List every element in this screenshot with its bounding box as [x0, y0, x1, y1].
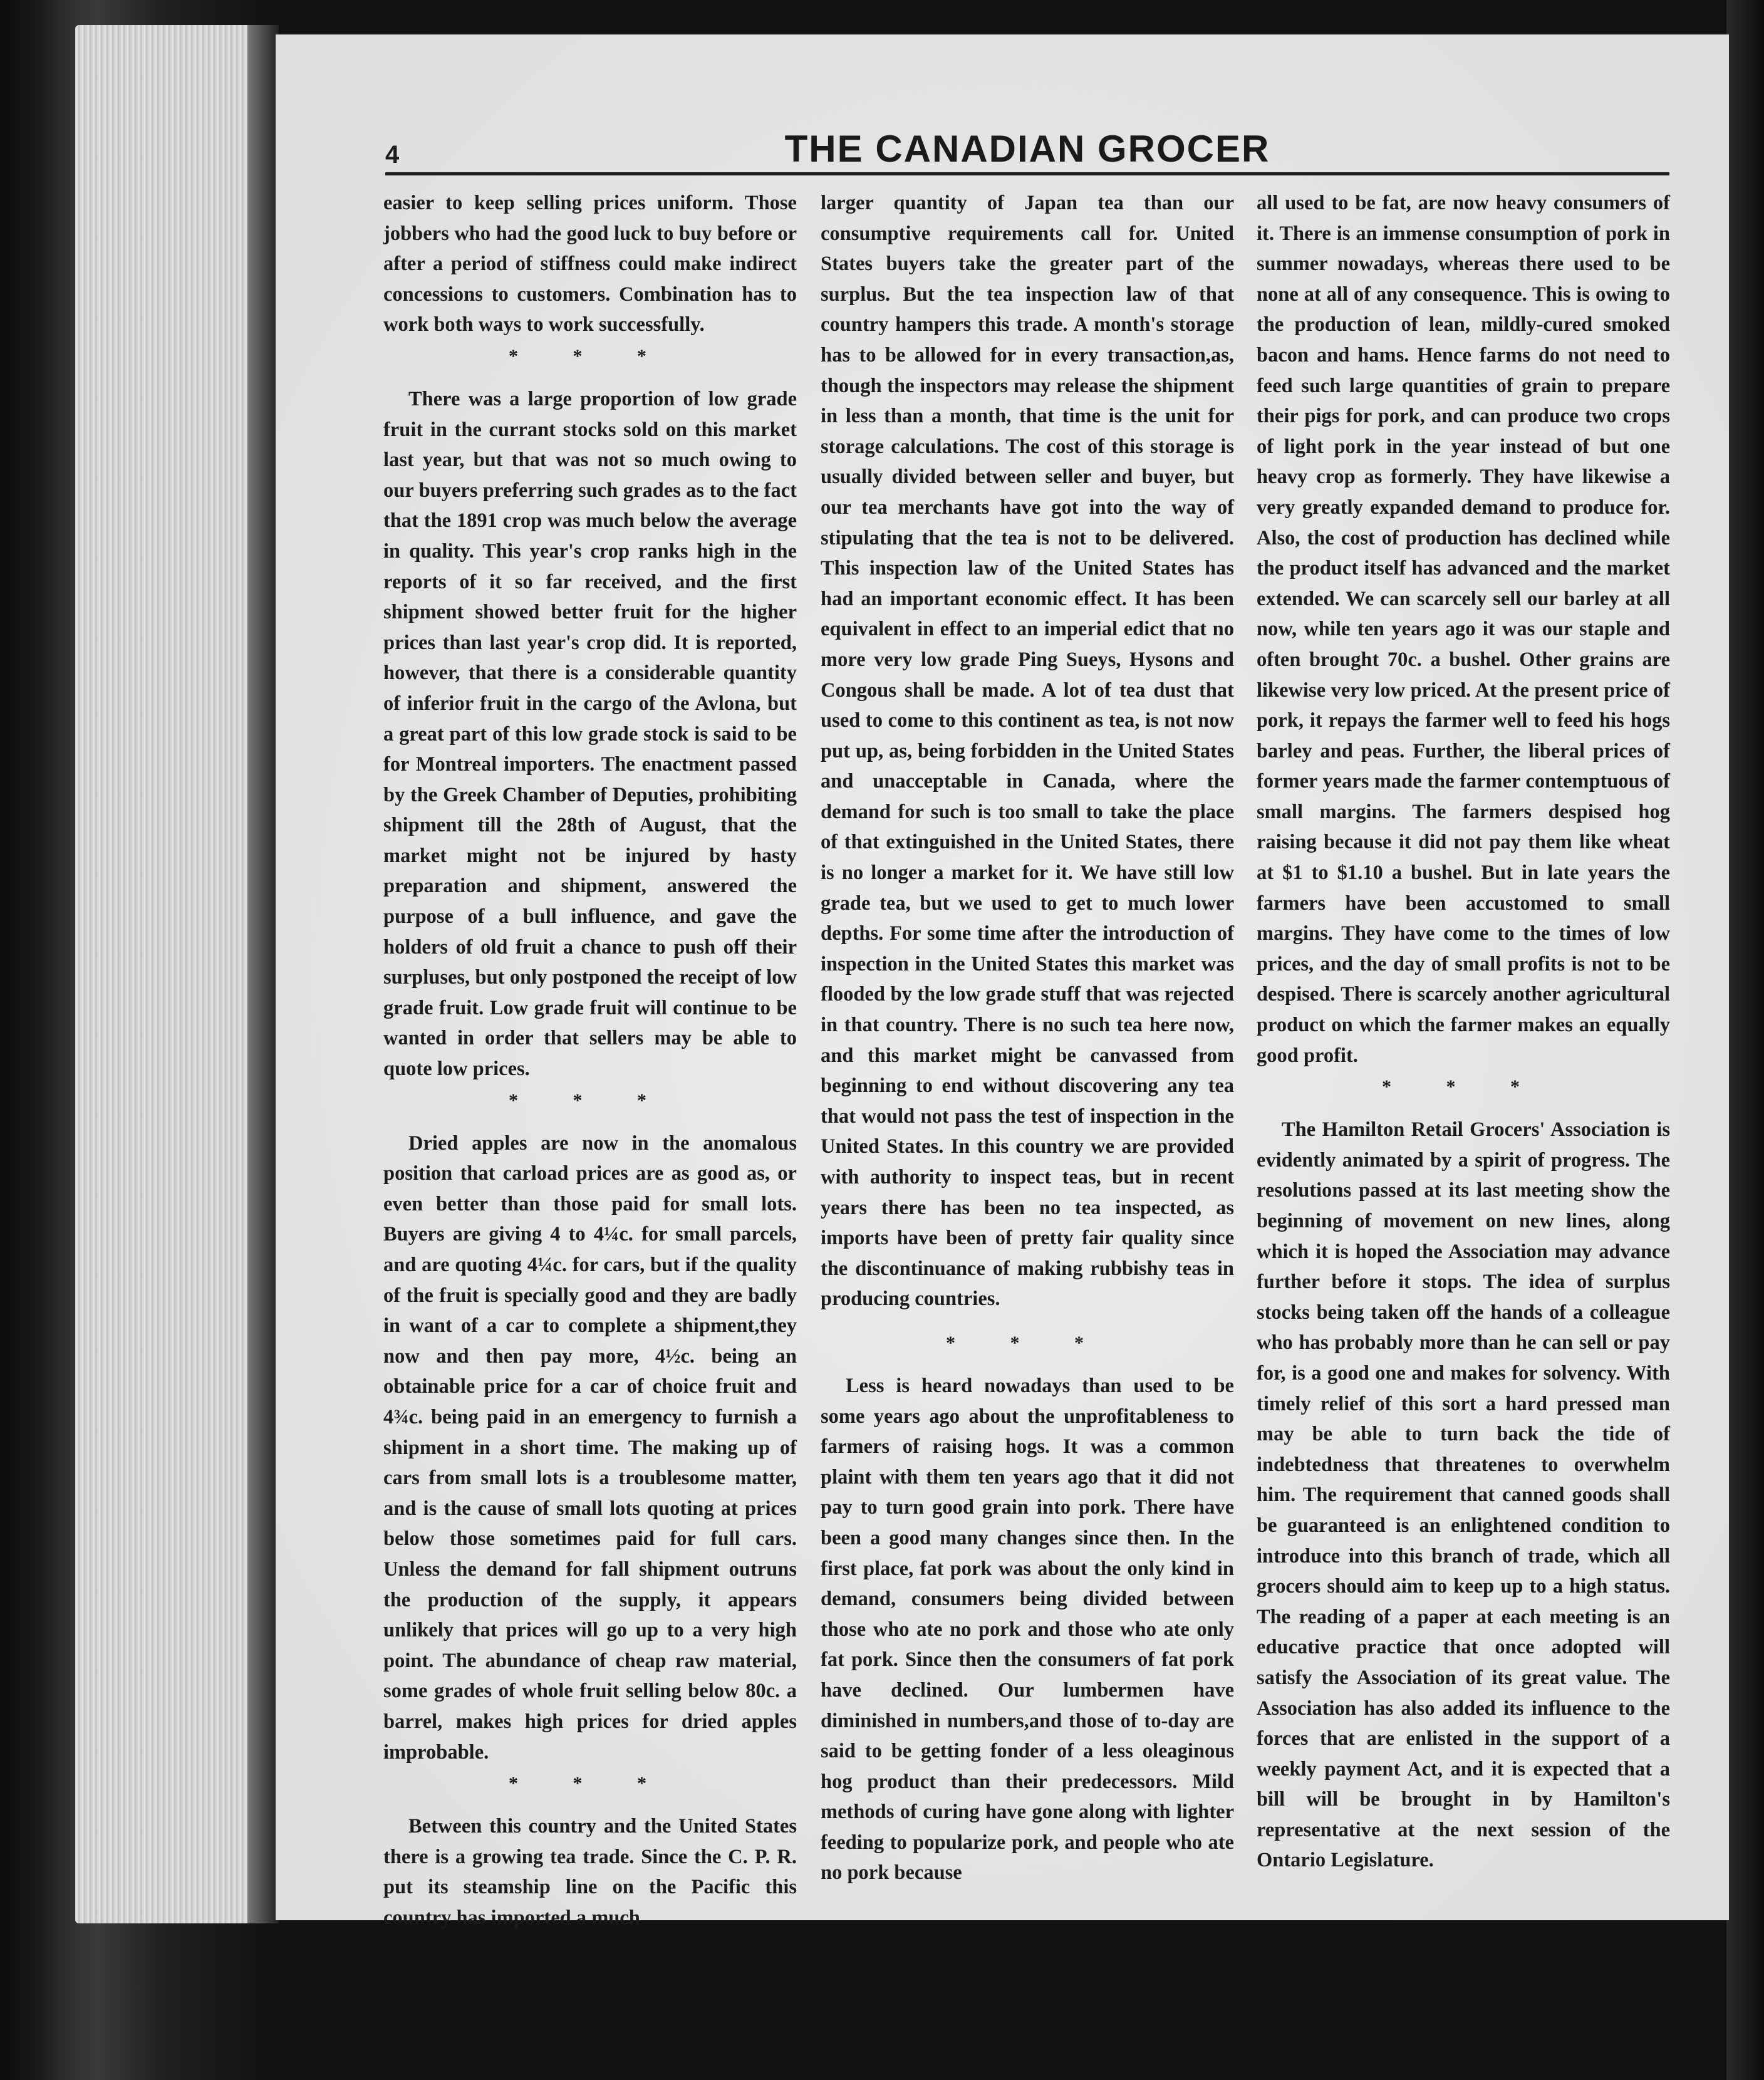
paragraph: Dried apples are now in the anomalous position that carload prices are as good as, or even better than those paid for small lots. Buyers are giving 4 to 4¼c. for small parcels, and are quoting 4¼c. for cars, but if the quality of the fruit is specially good and they are badly in want of a car to complete a shipment,they now and then pay more, 4½c. being an obtainable price for a car of choice fruit and 4¾c. being paid in an emergency to furnish a shipment in a short time. The making up of cars from small lots is a troublesome matter, and is the cause of small lots quoting at prices below those sometimes paid for full cars. Unless the demand for fall shipment outruns the production of the supply, it appears unlikely that prices will go up to a very high point. The abundance of cheap raw material, some grades of whole fruit selling below 80c. a barrel, makes high prices for dried apples improbable. — [383, 1131, 797, 1764]
newspaper-page — [276, 34, 1729, 1929]
section-separator: * * * — [509, 1089, 672, 1111]
section-separator: * * * — [509, 345, 672, 367]
right-page-edge — [1726, 0, 1764, 2080]
column-1 — [383, 188, 797, 1933]
column-3 — [1257, 188, 1670, 1876]
page-header — [385, 78, 1669, 170]
paragraph: larger quantity of Japan tea than our consumptive requirements call for. United States buyers take the greater part of the surplus. But the tea inspection law of that country hampers this trade. A month's storage has to be allowed for in every transaction,as, though the inspectors may release the shipment in less than a month, that time is the unit for storage calculations. The cost of this storage is usually divided between seller and buyer, but our tea merchants have got into the way of stipulating that the tea is not to be delivered. This inspection law of the United States has had an important economic effect. It has been equivalent in effect to an imperial edict that no more very low grade Ping Sueys, Hysons and Congous shall be made. A lot of tea dust that used to come to this continent as tea, is not now put up, as, being forbidden in the United States and unacceptable in Canada, where the demand for such is too small to take the place of that extinguished in the United States, there is no longer a market for it. We have still low grade tea, but we used to get to much lower depths. For some time after the introduction of inspection in the United States this market was flooded by the low grade stuff that was rejected in that country. There is no such tea here now, and this market might be canvassed from beginning to end without discovering any tea that would not pass the test of inspection in the United States. In this country we are provided with authority to inspect teas, but in recent years there has been no tea inspected, as imports have been of pretty fair quality since the discontinuance of making rubbishy teas in producing countries. — [821, 192, 1234, 1311]
section-separator: * * * — [946, 1332, 1109, 1353]
paragraph: easier to keep selling prices uniform. Those jobbers who had the good luck to buy before or after a period of stiffness could make indirect concessions to customers. Combination has to work both ways to work successfully. — [383, 192, 797, 336]
page-edges — [75, 25, 263, 1923]
paragraph: Less is heard nowadays than used to be some years ago about the unprofitableness to farmers of raising hogs. It was a common plaint with them ten years ago that it did not pay to turn good grain into pork. There have been a good many changes since then. In the first place, fat pork was about the only kind in demand, consumers being divided between those who ate no pork and those who ate only fat pork. Since then the consumers of fat pork have declined. Our lumbermen have diminished in numbers,and those of to-day are said to be getting fonder of a less oleaginous hog product than their predecessors. Mild methods of curing have gone along with lighter feeding to popularize pork, and people who ate no pork because — [821, 1374, 1234, 1885]
paragraph: There was a large proportion of low grade fruit in the currant stocks sold on this market last year, but that was not so much owing to our buyers preferring such grades as to the fact that the 1891 crop was much below the average in quality. This year's crop ranks high in the reports of it so far received, and the first shipment showed better fruit for the higher prices than last year's crop did. It is reported, however, that there is a considerable quantity of inferior fruit in the cargo of the Avlona, but a great part of this low grade stock is said to be for Montreal importers. The enactment passed by the Greek Chamber of Deputies, prohibiting shipment till the 28th of August, that the market might not be injured by hasty preparation and shipment, answered the purpose of a bull influence, and gave the holders of old fruit a chance to push off their surpluses, but only postponed the receipt of low grade fruit. Low grade fruit will continue to be wanted in order that sellers may be able to quote low prices. — [383, 387, 797, 1081]
section-separator: * * * — [1382, 1076, 1545, 1098]
masthead-title: THE CANADIAN GROCER — [784, 128, 1270, 170]
header-rule — [385, 172, 1669, 175]
column-2 — [821, 188, 1234, 1888]
paragraph: Between this country and the United States there is a growing tea trade. Since the C. P. R. put its steamship line on the Pacific this country has imported a much — [383, 1815, 797, 1929]
paragraph: The Hamilton Retail Grocers' Association is evidently animated by a spirit of progress. The resolutions passed at its last meeting show the beginning of movement on new lines, along which it is hoped the Association may advance further before it stops. The idea of surplus stocks being taken off the hands of a colleague who has probably more than he can sell or pay for, is a good one and makes for solvency. With timely relief of this sort a hard pressed man may be able to turn back the tide of indebtedness that threatenes to overwhelm him. The requirement that canned goods shall be guaranteed is an enlightened condition to introduce into this branch of trade, which all grocers should aim to keep up to a high status. The reading of a paper at each meeting is an educative practice that once adopted will satisfy the Association of its great value. The Association has also added its influence to the forces that are enlisted in the support of a weekly payment Act, and it is expected that a bill will be brought in by Hamilton's representative at the next session of the Ontario Legislature. — [1257, 1118, 1670, 1872]
section-separator: * * * — [509, 1773, 672, 1794]
paragraph: all used to be fat, are now heavy consumers of it. There is an immense consumption of pork in summer nowadays, whereas there used to be none at all of any consequence. This is owing to the production of lean, mildly-cured smoked bacon and hams. Hence farms do not need to feed such large quantities of grain to prepare their pigs for pork, and can produce two crops of light pork in the year instead of but one heavy crop as formerly. They have likewise a very greatly expanded demand to produce for. Also, the cost of production has declined while the product itself has advanced and the market extended. We can scarcely sell our barley at all now, while ten years ago it was our staple and often brought 70c. a bushel. Other grains are likewise very low priced. At the present price of pork, it repays the farmer well to feed his hogs barley and peas. Further, the liberal prices of former years made the farmer contemptuous of small margins. The farmers despised hog raising because it did not pay them like wheat at $1 to $1.10 a bushel. But in late years the farmers have been accustomed to small margins. They have come to the times of low prices, and the day of small profits is not to be despised. There is scarcely another agricultural product on which the farmer makes an equally good profit. — [1257, 192, 1670, 1067]
gutter-shadow — [247, 25, 279, 1923]
page-number: 4 — [385, 141, 400, 169]
